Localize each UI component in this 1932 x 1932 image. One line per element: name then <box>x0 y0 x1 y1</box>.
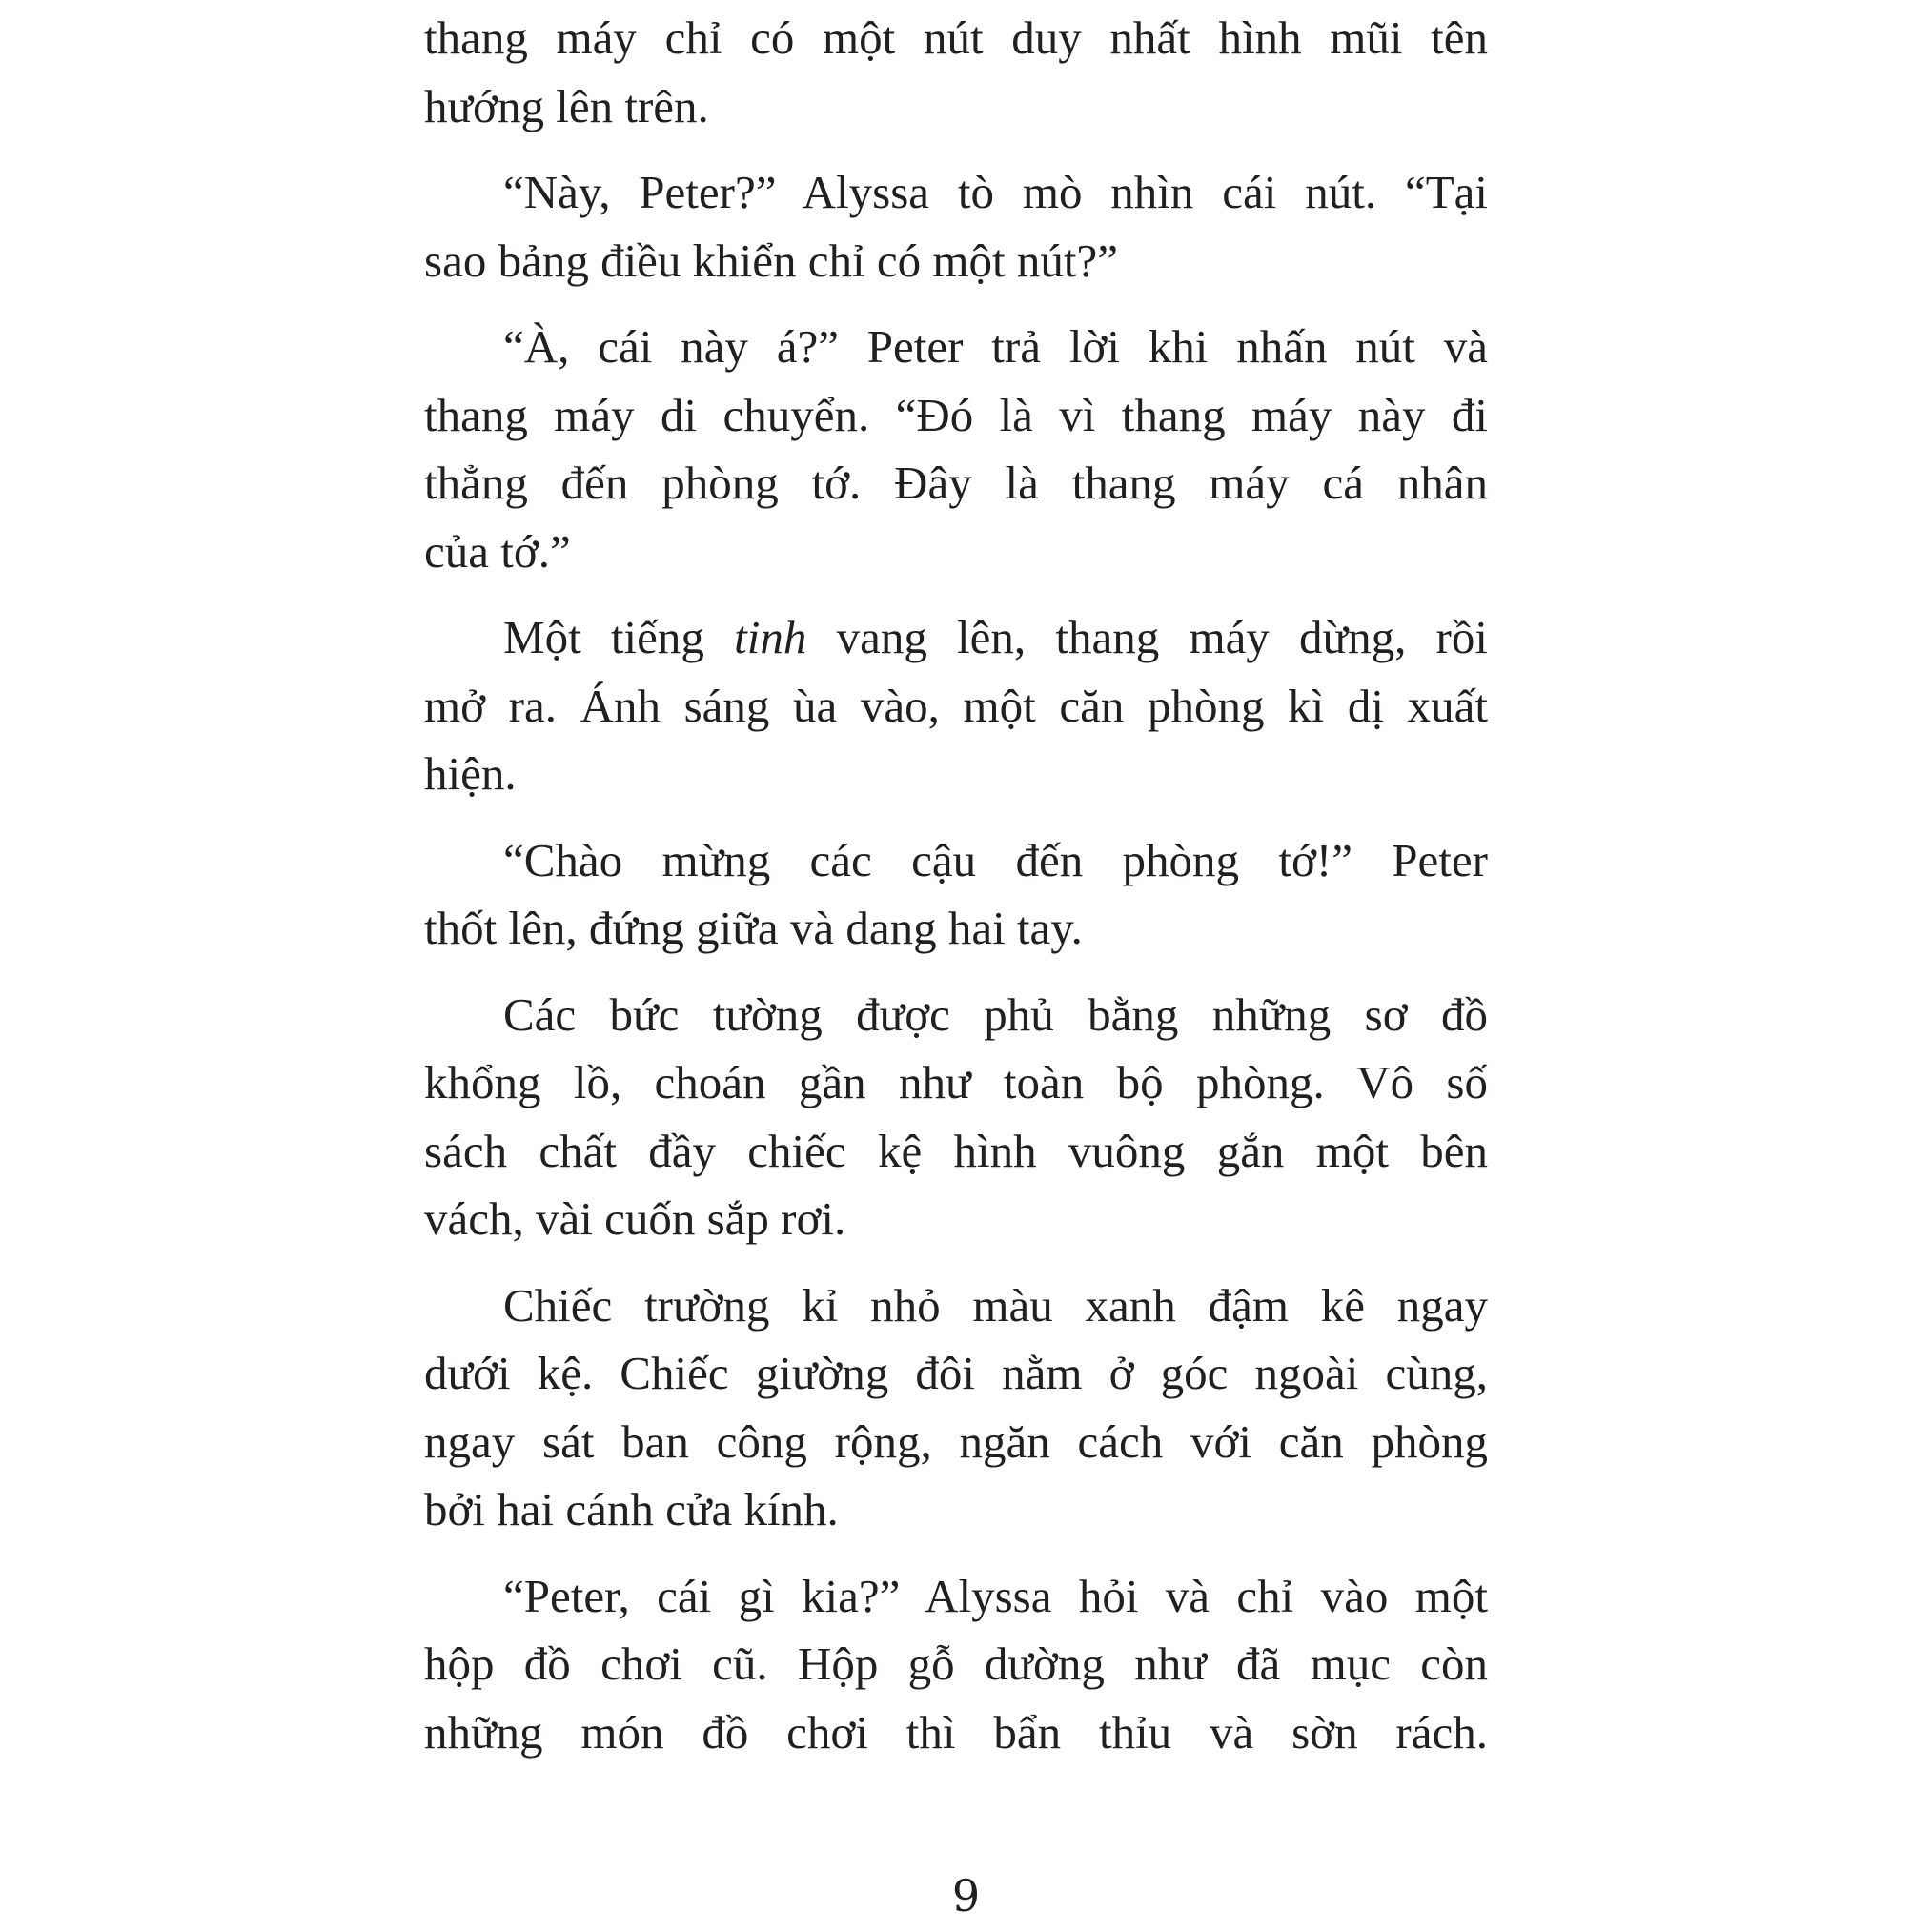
text-segment: ngay sát ban công rộng, ngăn cách với căn phòng <box>424 1414 1488 1468</box>
text-line <box>424 1271 1488 1340</box>
text-segment: “Peter, cái gì kia?” Alyssa hỏi và chỉ vào một <box>503 1569 1488 1622</box>
text-segment: vang lên, thang máy dừng, rồi <box>806 611 1488 663</box>
text-line <box>424 72 1488 141</box>
text-segment: mở ra. Ánh sáng ùa vào, một căn phòng kì dị xuất <box>424 679 1488 732</box>
text-line <box>424 1630 1488 1698</box>
italic-text: tinh <box>734 611 807 663</box>
paragraph <box>424 603 1488 808</box>
text-segment: Chiếc trường kỉ nhỏ màu xanh đậm kê ngay <box>503 1278 1488 1332</box>
text-segment: dưới kệ. Chiếc giường đôi nằm ở góc ngoài cùng, <box>424 1347 1488 1399</box>
text-line <box>424 826 1488 895</box>
paragraph <box>424 313 1488 585</box>
text-line <box>424 381 1488 450</box>
text-line <box>424 740 1488 808</box>
text-line <box>424 603 1488 672</box>
text-segment: sách chất đầy chiếc kệ hình vuông gắn một bên <box>424 1124 1488 1177</box>
paragraph <box>424 1271 1488 1544</box>
paragraph <box>424 158 1488 295</box>
paragraph <box>424 826 1488 963</box>
text-segment: sao bảng điều khiển chỉ có một nút?” <box>424 234 1118 287</box>
text-line <box>424 4 1488 72</box>
text-segment: Một tiếng <box>503 611 735 663</box>
text-segment: của tớ.” <box>424 524 571 578</box>
text-segment: “Này, Peter?” Alyssa tò mò nhìn cái nút. “Tại <box>503 166 1488 218</box>
text-line <box>424 227 1488 295</box>
text-line <box>424 981 1488 1049</box>
text-segment: những món đồ chơi thì bẩn thỉu và sờn rách. <box>424 1705 1488 1759</box>
text-line <box>424 1562 1488 1631</box>
text-line <box>424 449 1488 518</box>
text-segment: hiện. <box>424 747 517 800</box>
text-segment: thang máy chỉ có một nút duy nhất hình mũi tên <box>424 11 1488 64</box>
book-page-body <box>424 4 1488 1784</box>
text-segment: thang máy di chuyển. “Đó là vì thang máy này đi <box>424 388 1488 441</box>
page-number: 9 <box>951 1870 981 1922</box>
text-line <box>424 1408 1488 1476</box>
text-line <box>424 1475 1488 1544</box>
text-line <box>424 1117 1488 1186</box>
text-segment: hướng lên trên. <box>424 79 709 132</box>
text-line <box>424 1048 1488 1117</box>
text-segment: “Chào mừng các cậu đến phòng tớ!” Peter <box>503 833 1488 886</box>
text-line <box>424 672 1488 741</box>
text-segment: hộp đồ chơi cũ. Hộp gỗ dường như đã mục còn <box>424 1637 1488 1690</box>
text-segment: vách, vài cuốn sắp rơi. <box>424 1192 846 1245</box>
text-segment: khổng lồ, choán gần như toàn bộ phòng. Vô số <box>424 1056 1488 1108</box>
paragraph <box>424 981 1488 1253</box>
paragraph <box>424 1562 1488 1767</box>
text-segment: thốt lên, đứng giữa và dang hai tay. <box>424 902 1083 954</box>
text-segment: Các bức tường được phủ bằng những sơ đồ <box>503 987 1488 1041</box>
text-line <box>424 894 1488 963</box>
text-line <box>424 518 1488 586</box>
text-line <box>424 158 1488 227</box>
text-line <box>424 1698 1488 1767</box>
text-segment: bởi hai cánh cửa kính. <box>424 1483 839 1535</box>
text-line <box>424 1185 1488 1253</box>
text-line <box>424 1339 1488 1408</box>
text-segment: “À, cái này á?” Peter trả lời khi nhấn nút và <box>503 320 1488 373</box>
text-line <box>424 313 1488 381</box>
paragraph <box>424 4 1488 140</box>
text-segment: thẳng đến phòng tớ. Đây là thang máy cá nhân <box>424 457 1488 509</box>
